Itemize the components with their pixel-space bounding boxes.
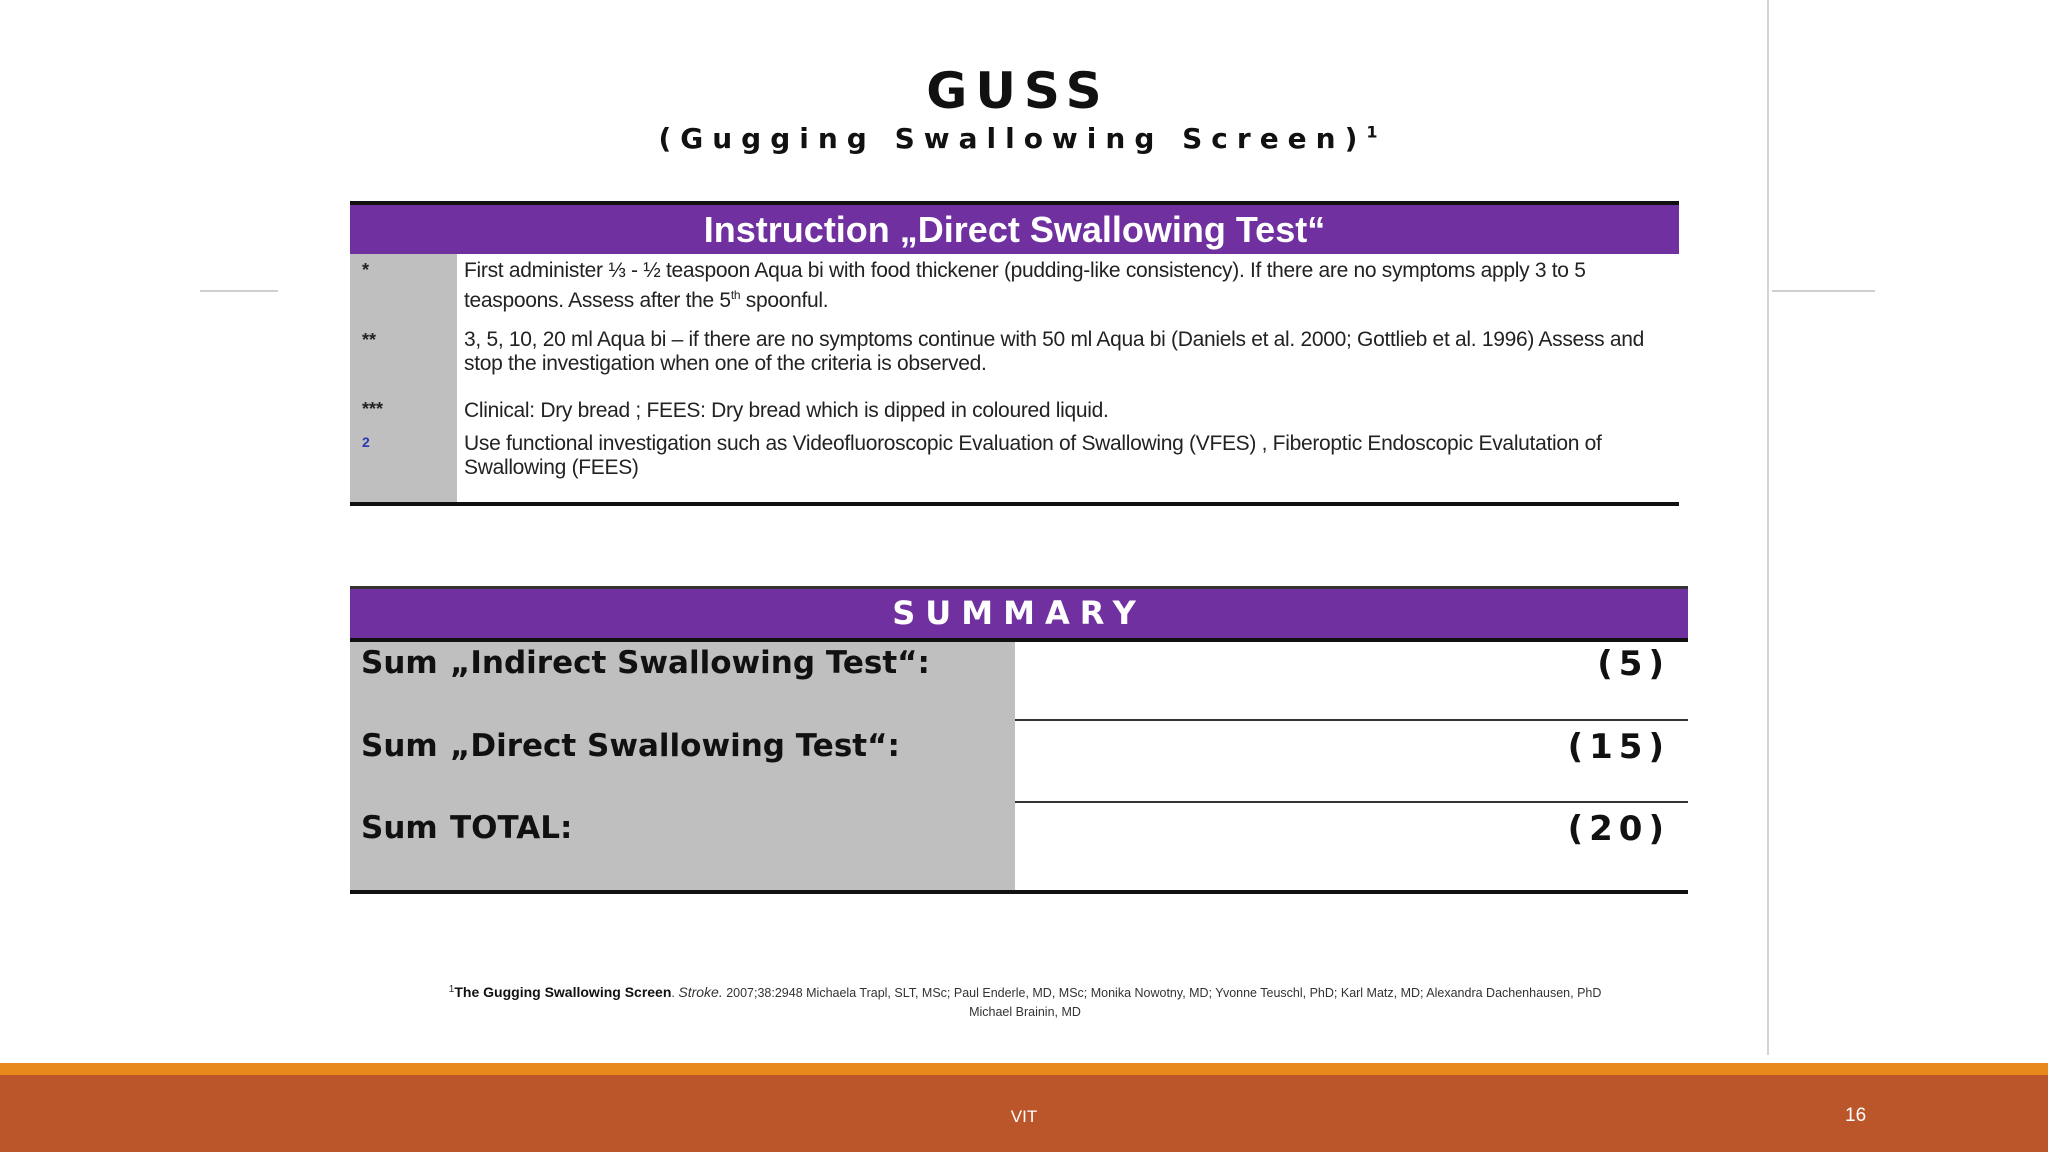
instruction-note-2: 3, 5, 10, 20 ml Aqua bi – if there are no symptoms continue with 50 ml Aqua bi (Daniels et al. 2000; Gottlieb et al. 1996) Assess and stop the investigation when one of the criteria is observed.	[464, 328, 1644, 375]
footer-accent-strip	[0, 1063, 2048, 1075]
instruction-table	[350, 201, 1679, 506]
instruction-note-1	[464, 259, 1669, 313]
slide-subtitle	[0, 122, 2036, 155]
summary-body	[350, 642, 1688, 894]
instruction-marker-column	[350, 254, 457, 502]
instruction-mark-4: 2	[362, 434, 370, 450]
summary-table	[350, 586, 1688, 894]
subtitle-footnote-mark: 1	[1366, 122, 1378, 142]
footnote-authors: 2007;38:2948 Michaela Trapl, SLT, MSc; Paul Enderle, MD, MSc; Monika Nowotny, MD; Yvonne Teuschl, PhD; Karl Matz, MD; Alexandra Dachenhausen, PhD Michael Brainin, MD	[726, 986, 1602, 1020]
summary-row-divider	[1015, 719, 1688, 721]
summary-row-indirect-value: (5)	[1597, 644, 1670, 684]
summary-row-direct-label: Sum „Direct Swallowing Test“:	[361, 728, 900, 764]
instruction-mark-1: *	[362, 260, 370, 280]
instruction-body	[350, 254, 1679, 506]
reference-footnote: $^1$The Gugging Swallowing Screen. Stroke. 2007;38:2948 Michaela Trapl, SLT, MSc; Paul Enderle, MD, MSc; Monika Nowotny, MD; Yvonne Teuschl, PhD; Karl Matz, MD; Alexandra Dachenhausen, PhD Michael Brainin, MD	[448, 984, 1602, 1020]
footnote-journal: Stroke.	[678, 984, 723, 1001]
instruction-note-3: Clinical: Dry bread ; FEES: Dry bread which is dipped in coloured liquid.	[464, 399, 1109, 422]
footnote-title: The Gugging Swallowing Screen	[454, 984, 672, 1001]
slide-title: GUSS	[926, 62, 1110, 120]
slide-page-number: 16	[1845, 1105, 1867, 1126]
instruction-mark-2: **	[362, 330, 377, 350]
subtitle-text: (Gugging Swallowing Screen)	[658, 122, 1367, 155]
note-1-text-a: First administer ⅓ - ½ teaspoon Aqua bi with food thickener (pudding-like consistency). If there are no symptoms apply 3 to 5 teaspoons. Assess after the 5	[464, 259, 1586, 312]
instruction-heading: Instruction „Direct Swallowing Test“	[350, 201, 1679, 254]
summary-row-direct-value: (15)	[1567, 727, 1670, 767]
instruction-mark-3: ***	[362, 399, 384, 419]
summary-row-indirect-label: Sum „Indirect Swallowing Test“:	[361, 645, 930, 681]
instruction-note-4: Use functional investigation such as Videofluoroscopic Evaluation of Swallowing (VFES) , Fiberoptic Endoscopic Evalutation of Swallowing (FEES)	[464, 432, 1602, 479]
footer-center-text: VIT	[1010, 1107, 1038, 1126]
summary-row-total-value: (20)	[1567, 809, 1670, 849]
right-dash-decoration	[1772, 290, 1875, 292]
note-1-text-b: spoonful.	[740, 289, 829, 312]
summary-row-total-label: Sum TOTAL:	[361, 810, 573, 846]
left-dash-decoration	[200, 290, 278, 292]
summary-heading: SUMMARY	[350, 586, 1688, 642]
note-1-sup: th	[730, 288, 741, 302]
slide-right-divider	[1767, 0, 1769, 1055]
summary-row-divider	[1015, 801, 1688, 803]
